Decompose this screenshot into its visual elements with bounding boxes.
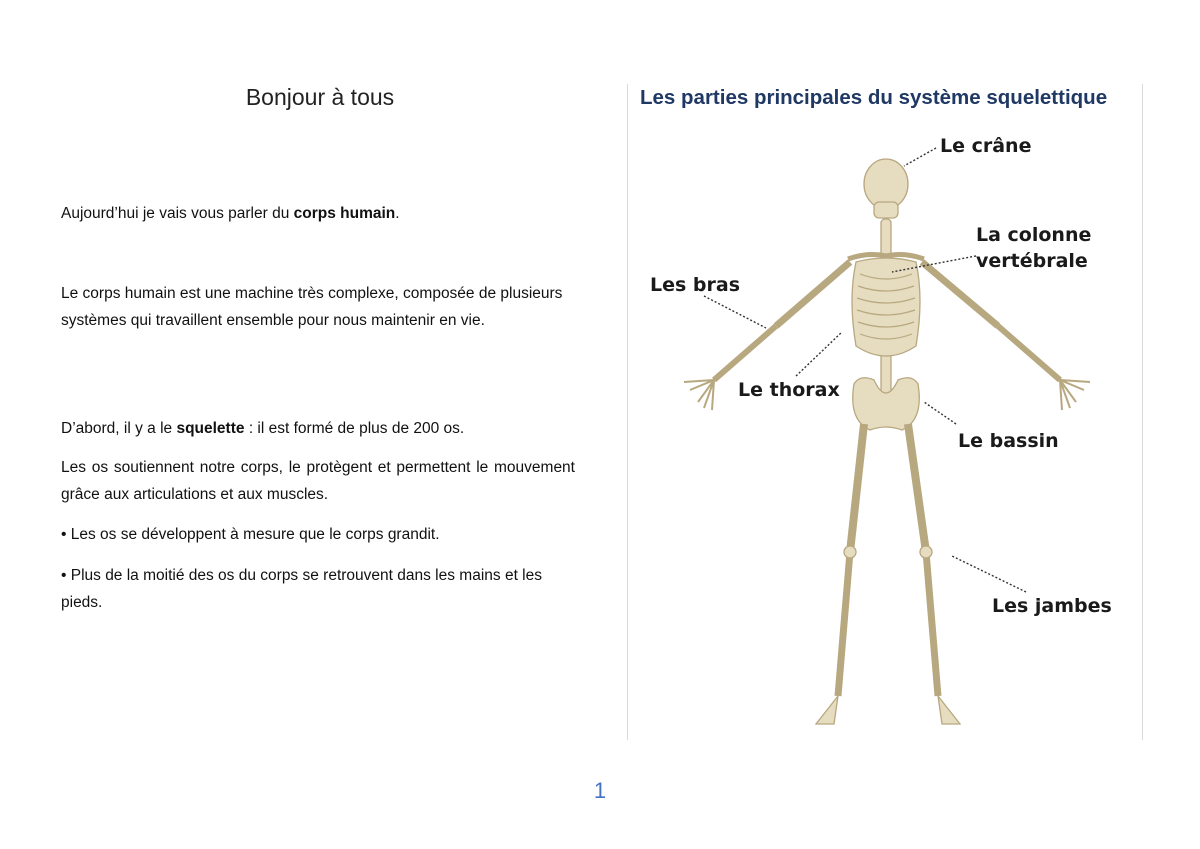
right-hand (1060, 380, 1090, 410)
pointer-bassin (924, 402, 956, 424)
left-shin (838, 552, 850, 696)
figure-title: Les parties principales du système squelettique (640, 86, 1108, 109)
left-knee (844, 546, 856, 558)
jaw (874, 202, 898, 218)
label-bassin: Le bassin (958, 430, 1059, 452)
label-colonne-line1: La colonne (976, 224, 1092, 246)
label-thorax: Le thorax (738, 379, 840, 401)
skeleton-illustration (628, 84, 1142, 740)
intro-bold-term: corps humain (293, 205, 396, 222)
right-forearm (998, 326, 1060, 380)
right-femur (908, 424, 926, 552)
bullet-item: • Les os se développent à mesure que le corps grandit. (61, 526, 440, 543)
intro-text: Aujourd’hui je vais vous parler du (61, 205, 294, 222)
right-knee (920, 546, 932, 558)
label-bras: Les bras (650, 274, 741, 296)
left-hand (684, 380, 714, 410)
left-femur (850, 424, 864, 552)
left-foot (816, 696, 838, 724)
intro-paragraph (61, 200, 575, 227)
left-forearm (714, 326, 776, 380)
right-foot (938, 696, 960, 724)
label-colonne-line2: vertébrale (976, 250, 1088, 272)
squelette-end: : il est formé de plus de 200 os. (244, 420, 465, 437)
pointer-thorax (796, 332, 842, 376)
machine-paragraph: Le corps humain est une machine très complexe, composée de plusieurs systèmes qui travaillent ensemble pour nous maintenir en vie. (61, 285, 563, 329)
page-number: 1 (593, 778, 607, 803)
rib-cage (852, 258, 920, 356)
squelette-paragraph (61, 415, 575, 442)
label-crane: Le crâne (940, 135, 1032, 157)
pointer-crane (904, 148, 936, 166)
pointer-jambes (952, 556, 1026, 592)
squelette-text: D’abord, il y a le (61, 420, 177, 437)
bullet-item: • Plus de la moitié des os du corps se retrouvent dans les mains et les pieds. (61, 567, 542, 611)
intro-end: . (395, 205, 400, 222)
label-jambes: Les jambes (992, 595, 1112, 617)
page-title: Bonjour à tous (245, 84, 395, 110)
pointer-bras (704, 296, 766, 328)
left-upper-arm (776, 262, 850, 326)
right-shin (926, 552, 938, 696)
squelette-bold-term: squelette (176, 420, 245, 437)
skeleton-figure (627, 84, 1143, 740)
os-paragraph: Les os soutiennent notre corps, le protègent et permettent le mouvement grâce aux articulations et aux muscles. (61, 459, 575, 503)
